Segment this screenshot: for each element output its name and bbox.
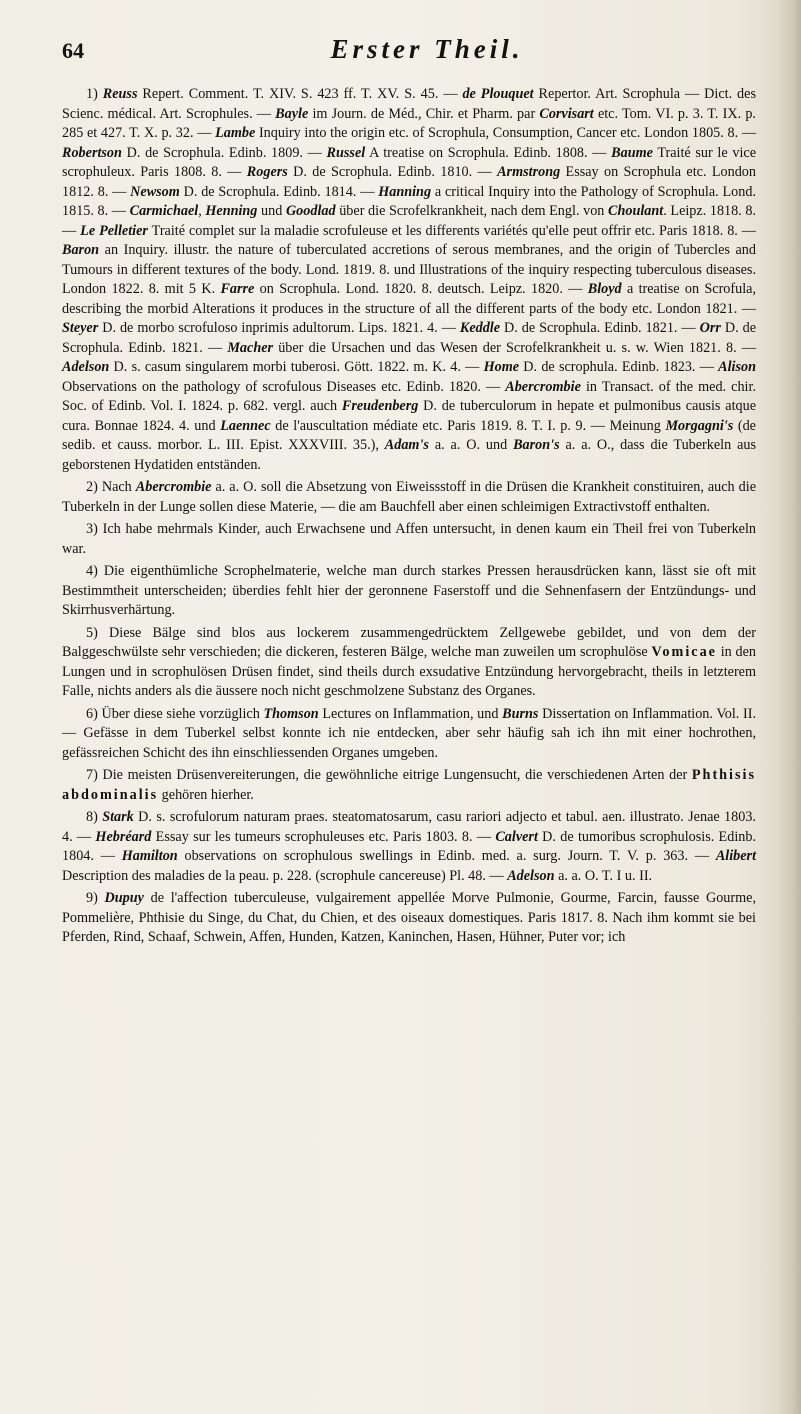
footnotes-body (62, 85, 756, 950)
footnote-9: 9) Dupuy de l'affection tuberculeuse, vulgairement appellée Morve Pulmonie, Gourme, Farcin, fausse Gourme, Pommelière, Phthisie du Singe, du Chat, du Chien, et des oiseaux domestiques. Paris 1817. 8. Nach ihm kommt sie bei Pferden, Rind, Schaaf, Schwein, Affen, Hunden, Katzen, Kaninchen, Hasen, Hühner, Puter vor; ich (62, 890, 756, 945)
footnote-3: 3) Ich habe mehrmals Kinder, auch Erwachsene und Affen untersucht, in denen kaum ein Theil frei von Tuberkeln war. (62, 521, 756, 557)
footnote-2: 2) Nach Abercrombie a. a. O. soll die Absetzung von Eiweissstoff in die Drüsen die Krankheit constituiren, auch die Tuberkeln in der Lunge sollen diese Materie, — die am Bauchfell aber einen schleimigen Extractivstoff enthalten. (62, 479, 756, 515)
running-head: Erster Theil. (330, 34, 524, 64)
footnote-6: 6) Über diese siehe vorzüglich Thomson Lectures on Inflammation, und Burns Dissertation on Inflammation. Vol. II. — Gefässe in dem Tuberkel selbst konnte ich nie entdecken, aber sehr häufig sah ich ihn mit einer hochrothen, gefässreichen Schicht des ihn einschliessenden Organes umgeben. (62, 705, 757, 761)
footnote-8: 8) Stark D. s. scrofulorum naturam praes. steatomatosarum, casu rariori adjecto et tabul. aen. illustrato. Jenae 1803. 4. — Hebréard Essay sur les tumeurs scrophuleuses etc. Paris 1803. 8. — Calvert D. de tumoribus scrophulosis. Edinb. 1804. — Hamilton observations on scrophulous swellings in Edinb. med. a. surg. Journ. T. V. p. 363. — Alibert Description des maladies de la peau. p. 228. (scrophule cancereuse) Pl. 48. — Adelson a. a. O. T. I u. II. (62, 809, 757, 884)
page-edge-shadow (779, 0, 801, 1414)
page-header (62, 30, 752, 70)
page-number: 64 (62, 38, 84, 63)
footnote-5: 5) Diese Bälge sind blos aus lockerem zusammengedrücktem Zellgewebe gebildet, und von dem der Balggeschwülste sehr verschieden; die dickeren, festeren Bälge, welche man zuweilen um scrophulöse Vomicae in den Lungen und in scrophulösen Drüsen findet, sind theils durch exsudative Entzündung hervorgebracht, theils in letzterem Falle, nichts anders als die äussere noch nicht geschmolzene Substanz des Organes. (62, 624, 756, 699)
footnote-7: 7) Die meisten Drüsenvereiterungen, die gewöhnliche eitrige Lungensucht, die verschiedenen Arten der Phthisis abdominalis gehören hierher. (62, 767, 756, 803)
footnote-4: 4) Die eigenthümliche Scrophelmaterie, welche man durch starkes Pressen herausdrücken kann, lässt sie oft mit Bestimmtheit unterscheiden; überdies fehlt hier der geronnene Faserstoff und die Sehnenfasern der Entzündungs- und Skirrhusverhärtung. (62, 563, 756, 618)
footnote-1: 1) Reuss Repert. Comment. T. XIV. S. 423 ff. T. XV. S. 45. — de Plouquet Repertor. Art. Scrophula — Dict. des Scienc. médical. Art. Scrophules. — Bayle im Journ. de Méd., Chir. et Pharm. par Corvisart etc. Tom. VI. p. 3. T. IX. p. 285 et 427. T. X. p. 32. — Lambe Inquiry into the origin etc. of Scrophula, Consumption, Cancer etc. London 1805. 8. — Robertson D. de Scrophula. Edinb. 1809. — Russel A treatise on Scrophula. Edinb. 1808. — Baume Traité sur le vice scrophuleux. Paris 1808. 8. — Rogers D. de Scrophula. Edinb. 1810. — Armstrong Essay on Scrophula etc. London 1812. 8. — Newsom D. de Scrophula. Edinb. 1814. — Hanning a critical Inquiry into the Pathology of Scrophula. Lond. 1815. 8. — Carmichael, Henning und Goodlad über die Scrofelkrankheit, nach dem Engl. von Choulant. Leipz. 1818. 8. — Le Pelletier Traité complet sur la maladie scrofuleuse et les differents variétés qu'elle peut offrir etc. Paris 1818. 8. — Baron an Inquiry. illustr. the nature of tuberculated accretions of serous membranes, and the origin of Tubercles and Tumours in different textures of the body. Lond. 1819. 8. und Illustrations of the inquiry respecting tuberculous diseases. London 1822. 8. mit 5 K. Farre on Scrophula. Lond. 1820. 8. deutsch. Leipz. 1820. — Bloyd a treatise on Scrofula, describing the morbid Alterations it produces in the structure of all the different parts of the body etc. London 1821. — Steyer D. de morbo scrofuloso inprimis adultorum. Lips. 1821. 4. — Keddle D. de Scrophula. Edinb. 1821. — Orr D. de Scrophula. Edinb. 1821. — Macher über die Ursachen und das Wesen der Scrofelkrankheit u. s. w. Wien 1821. 8. — Adelson D. s. casum singularem morbi tuberosi. Gött. 1822. m. K. 4. — Home D. de scrophula. Edinb. 1823. — Alison Observations on the pathology of scrofulous Diseases etc. Edinb. 1820. — Abercrombie in Transact. of the med. chir. Soc. of Edinb. Vol. I. 1824. p. 682. vergl. auch Freudenberg D. de tuberculorum in hepate et pulmonibus causis atque cura. Bonnae 1824. 4. und Laennec de l'auscultation médiate etc. Paris 1819. 8. T. I. p. 9. — Meinung Morgagni's (de sedib. et causs. morbor. L. III. Epist. XXXVIII. 35.), Adam's a. a. O. und Baron's a. a. O., dass die Tuberkeln aus geborstenen Hydatiden entständen. (62, 86, 757, 473)
